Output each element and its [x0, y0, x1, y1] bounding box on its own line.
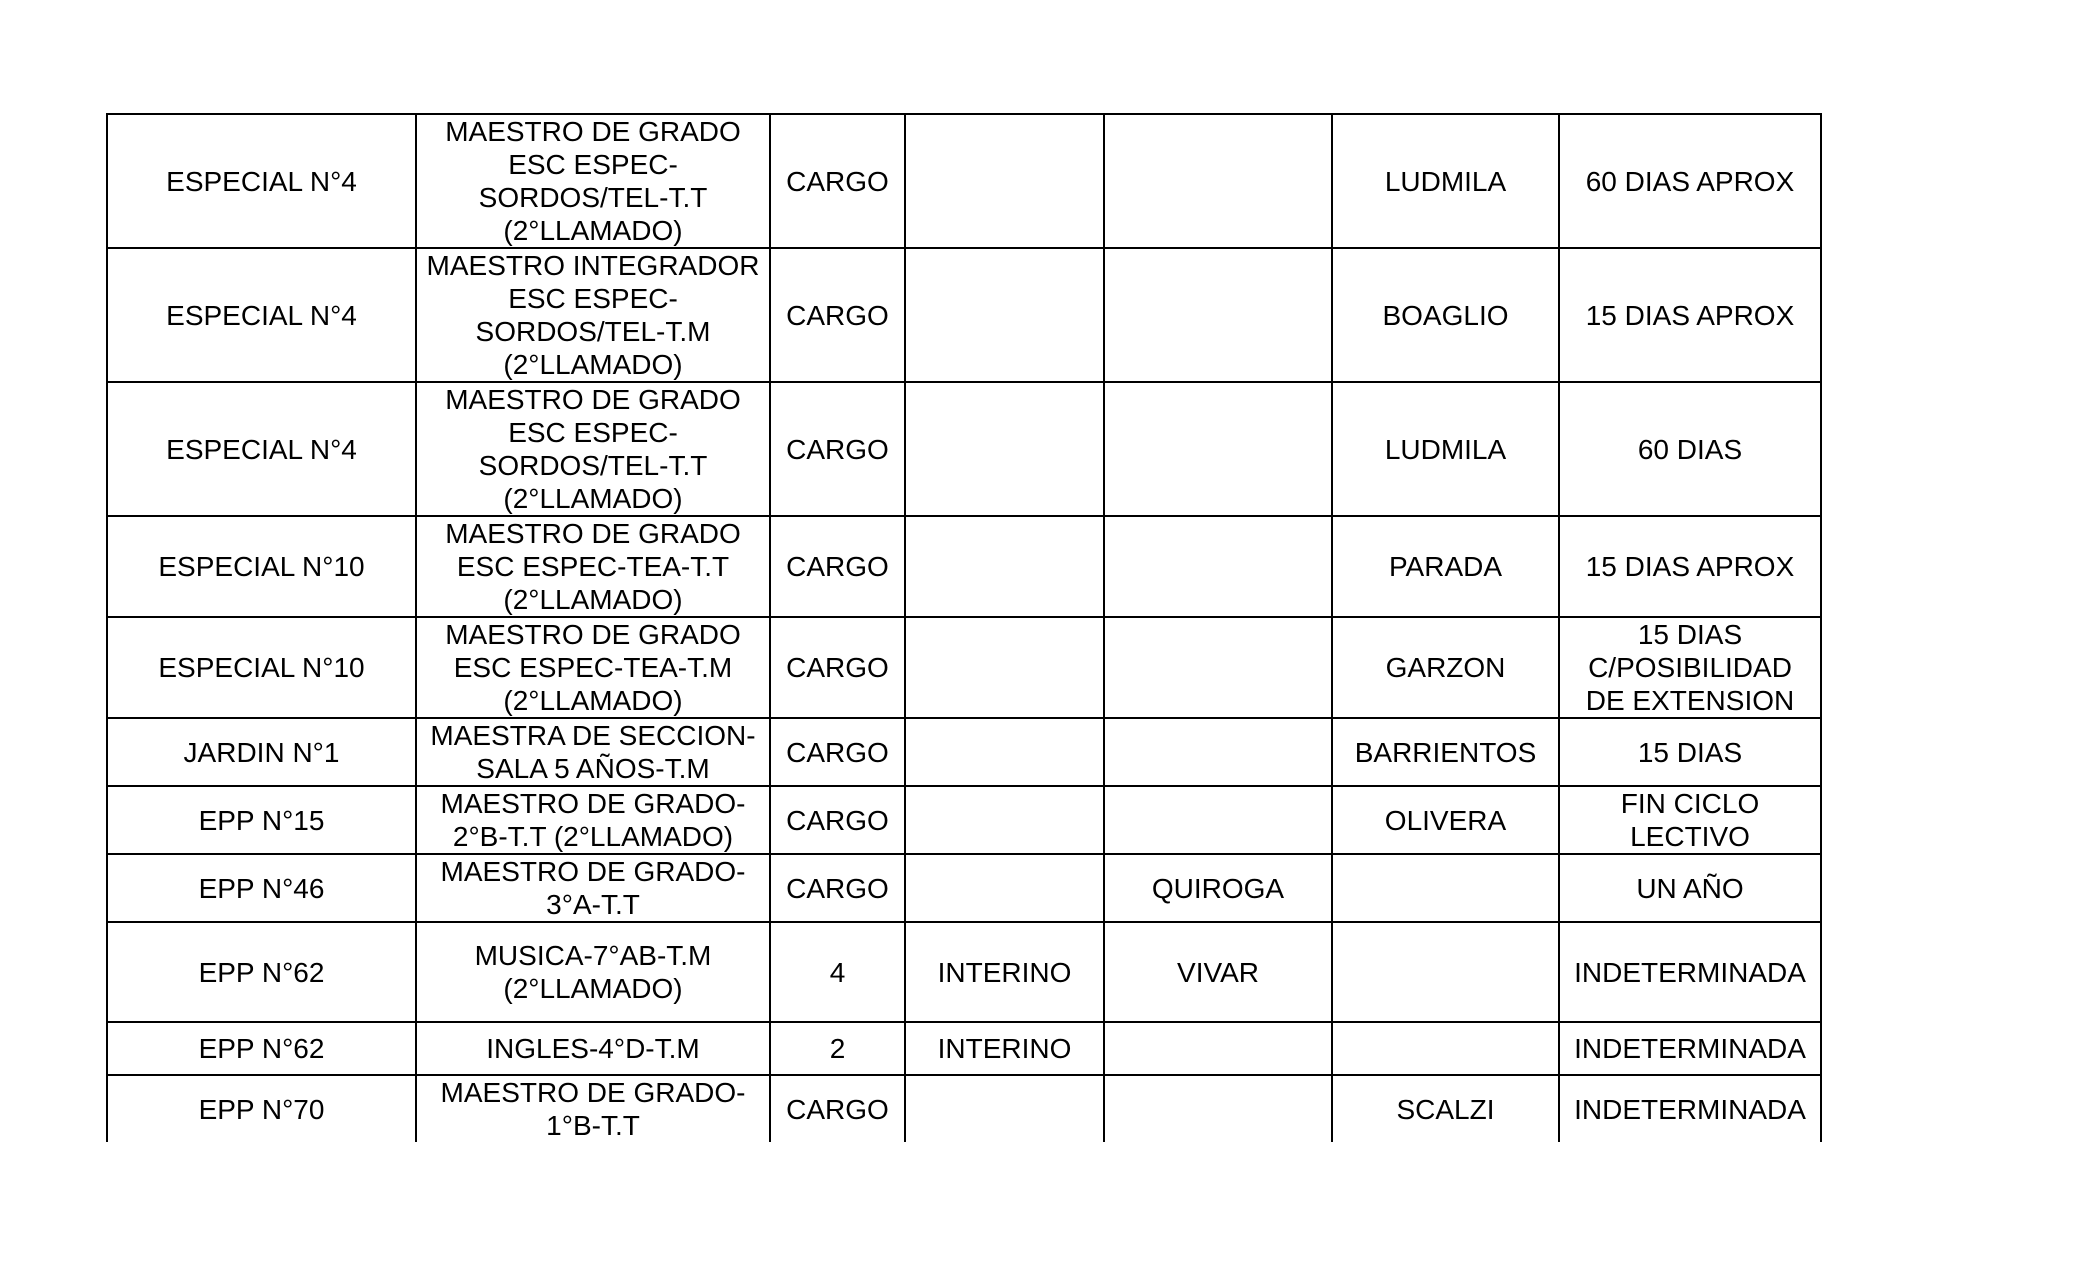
cell-school: EPP N°70 — [107, 1075, 416, 1142]
cell-vacant-holder — [1104, 718, 1332, 786]
cell-duration: INDETERMINADA — [1559, 1075, 1821, 1142]
cell-hours: CARGO — [770, 854, 905, 922]
cell-substitute-for — [1332, 854, 1559, 922]
cell-substitute-for: GARZON — [1332, 617, 1559, 718]
table-row — [107, 854, 1821, 922]
cell-status — [905, 854, 1104, 922]
table-row — [107, 516, 1821, 617]
cell-status — [905, 718, 1104, 786]
cell-duration: 60 DIAS — [1559, 382, 1821, 516]
cell-description: MAESTRO DE GRADO-2°B-T.T (2°LLAMADO) — [416, 786, 770, 854]
cell-vacant-holder: QUIROGA — [1104, 854, 1332, 922]
table-row — [107, 382, 1821, 516]
cell-duration: 15 DIAS APROX — [1559, 248, 1821, 382]
cell-status — [905, 786, 1104, 854]
cell-substitute-for: BARRIENTOS — [1332, 718, 1559, 786]
cell-substitute-for — [1332, 1022, 1559, 1075]
cell-duration: UN AÑO — [1559, 854, 1821, 922]
cell-description: MAESTRO DE GRADO ESC ESPEC-SORDOS/TEL-T.T (2°LLAMADO) — [416, 114, 770, 248]
cell-hours: CARGO — [770, 248, 905, 382]
table-row — [107, 114, 1821, 248]
cell-description: MAESTRO DE GRADO-1°B-T.T — [416, 1075, 770, 1142]
cell-duration: FIN CICLO LECTIVO — [1559, 786, 1821, 854]
cell-description: MAESTRO INTEGRADOR ESC ESPEC-SORDOS/TEL-T.M (2°LLAMADO) — [416, 248, 770, 382]
cell-school: EPP N°62 — [107, 1022, 416, 1075]
cell-vacant-holder — [1104, 1075, 1332, 1142]
table-row — [107, 922, 1821, 1022]
table-row — [107, 718, 1821, 786]
table-row — [107, 1022, 1821, 1075]
cell-status: INTERINO — [905, 922, 1104, 1022]
cell-description: MUSICA-7°AB-T.M (2°LLAMADO) — [416, 922, 770, 1022]
table-row — [107, 248, 1821, 382]
cell-school: ESPECIAL N°10 — [107, 516, 416, 617]
cell-vacant-holder — [1104, 1022, 1332, 1075]
cell-description: MAESTRO DE GRADO ESC ESPEC-TEA-T.M (2°LLAMADO) — [416, 617, 770, 718]
cell-hours: CARGO — [770, 114, 905, 248]
table-row — [107, 1075, 1821, 1142]
cell-description: INGLES-4°D-T.M — [416, 1022, 770, 1075]
cell-duration: 60 DIAS APROX — [1559, 114, 1821, 248]
cell-status: INTERINO — [905, 1022, 1104, 1075]
cell-hours: 2 — [770, 1022, 905, 1075]
vacancy-table — [106, 113, 1822, 1142]
cell-substitute-for: LUDMILA — [1332, 382, 1559, 516]
cell-substitute-for: OLIVERA — [1332, 786, 1559, 854]
cell-vacant-holder — [1104, 516, 1332, 617]
cell-substitute-for: SCALZI — [1332, 1075, 1559, 1142]
cell-duration: INDETERMINADA — [1559, 1022, 1821, 1075]
cell-description: MAESTRO DE GRADO ESC ESPEC-TEA-T.T (2°LLAMADO) — [416, 516, 770, 617]
cell-status — [905, 248, 1104, 382]
cell-duration: 15 DIAS — [1559, 718, 1821, 786]
cell-vacant-holder — [1104, 382, 1332, 516]
cell-duration: 15 DIAS APROX — [1559, 516, 1821, 617]
cell-school: EPP N°46 — [107, 854, 416, 922]
cell-vacant-holder — [1104, 786, 1332, 854]
cell-school: ESPECIAL N°10 — [107, 617, 416, 718]
cell-school: EPP N°15 — [107, 786, 416, 854]
cell-school: ESPECIAL N°4 — [107, 382, 416, 516]
cell-duration: 15 DIAS C/POSIBILIDAD DE EXTENSION — [1559, 617, 1821, 718]
cell-substitute-for — [1332, 922, 1559, 1022]
cell-status — [905, 114, 1104, 248]
document-sheet — [106, 113, 1820, 1139]
cell-hours: 4 — [770, 922, 905, 1022]
cell-status — [905, 1075, 1104, 1142]
cell-school: JARDIN N°1 — [107, 718, 416, 786]
cell-hours: CARGO — [770, 617, 905, 718]
cell-vacant-holder — [1104, 248, 1332, 382]
cell-hours: CARGO — [770, 786, 905, 854]
cell-hours: CARGO — [770, 382, 905, 516]
table-row — [107, 617, 1821, 718]
cell-school: EPP N°62 — [107, 922, 416, 1022]
cell-status — [905, 382, 1104, 516]
cell-status — [905, 516, 1104, 617]
cell-vacant-holder — [1104, 617, 1332, 718]
cell-substitute-for: BOAGLIO — [1332, 248, 1559, 382]
cell-vacant-holder: VIVAR — [1104, 922, 1332, 1022]
cell-school: ESPECIAL N°4 — [107, 248, 416, 382]
cell-substitute-for: PARADA — [1332, 516, 1559, 617]
cell-duration: INDETERMINADA — [1559, 922, 1821, 1022]
cell-vacant-holder — [1104, 114, 1332, 248]
cell-description: MAESTRO DE GRADO ESC ESPEC-SORDOS/TEL-T.T (2°LLAMADO) — [416, 382, 770, 516]
cell-status — [905, 617, 1104, 718]
cell-description: MAESTRA DE SECCION-SALA 5 AÑOS-T.M — [416, 718, 770, 786]
cell-hours: CARGO — [770, 516, 905, 617]
cell-school: ESPECIAL N°4 — [107, 114, 416, 248]
cell-hours: CARGO — [770, 1075, 905, 1142]
cell-hours: CARGO — [770, 718, 905, 786]
cell-substitute-for: LUDMILA — [1332, 114, 1559, 248]
cell-description: MAESTRO DE GRADO-3°A-T.T — [416, 854, 770, 922]
table-row — [107, 786, 1821, 854]
